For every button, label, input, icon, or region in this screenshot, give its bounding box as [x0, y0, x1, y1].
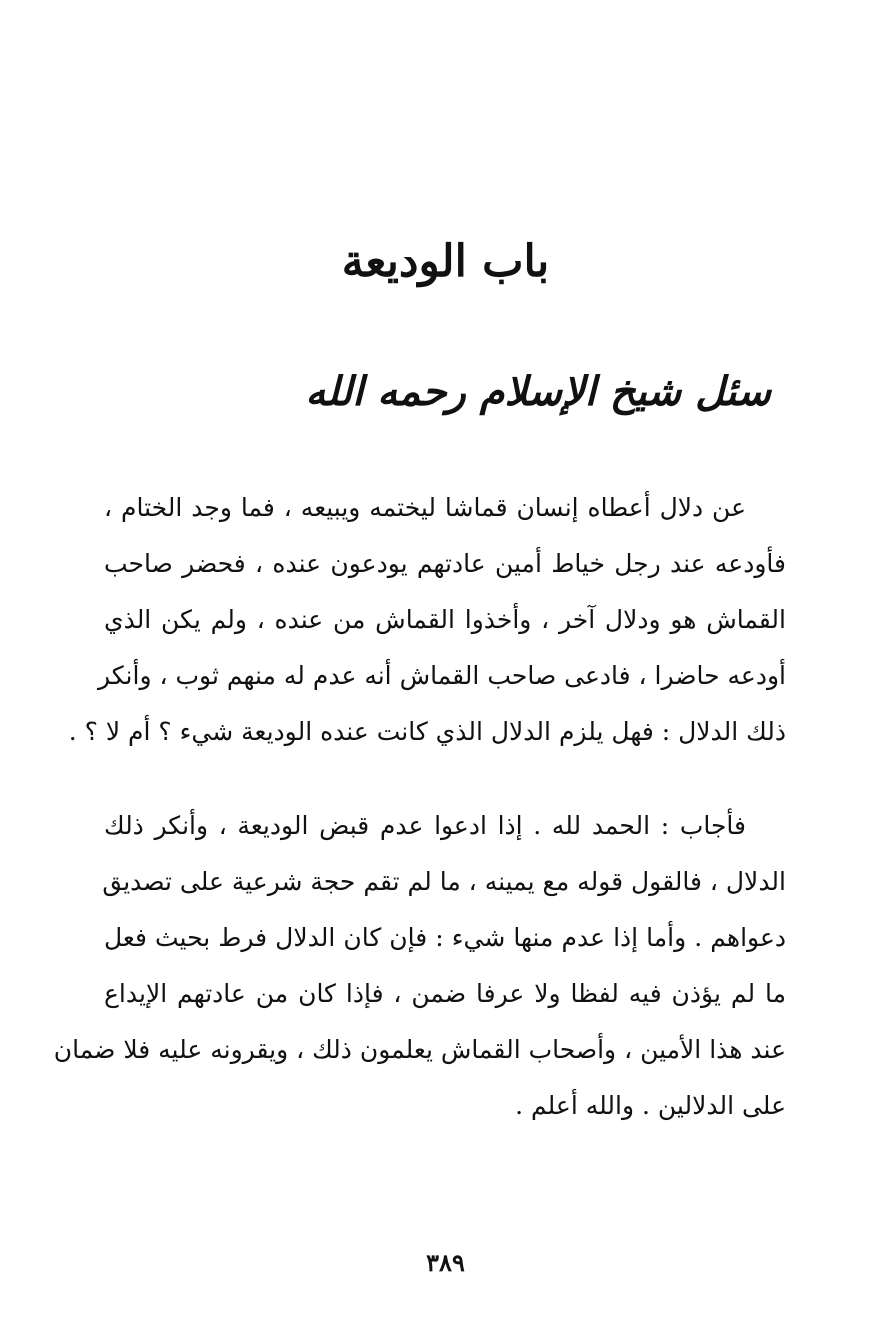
question-line: عن دلال أعطاه إنسان قماشا ليختمه ويبيعه ، فما وجد الختام ، — [104, 493, 746, 522]
answer-line: الدلال ، فالقول قوله مع يمينه ، ما لم تقم حجة شرعية على تصديق — [102, 867, 786, 896]
chapter-title: باب الوديعة — [341, 236, 550, 287]
answer-paragraph — [53, 798, 786, 1134]
answer-line: على الدلالين . والله أعلم . — [515, 1091, 786, 1120]
answer-line: ما لم يؤذن فيه لفظا ولا عرفا ضمن ، فإذا كان من عادتهم الإيداع — [104, 979, 786, 1008]
question-line: ذلك الدلال : فهل يلزم الدلال الذي كانت عنده الوديعة شيء ؟ أم لا ؟ . — [68, 717, 786, 746]
question-line: أودعه حاضرا ، فادعى صاحب القماش أنه عدم له منهم ثوب ، وأنكر — [97, 661, 786, 690]
question-paragraph — [68, 480, 786, 760]
question-line: فأودعه عند رجل خياط أمين عادتهم يودعون عنده ، فحضر صاحب — [104, 549, 786, 578]
answer-line: عند هذا الأمين ، وأصحاب القماش يعلمون ذلك ، ويقرونه عليه فلا ضمان — [53, 1035, 786, 1064]
question-line: القماش هو ودلال آخر ، وأخذوا القماش من عنده ، ولم يكن الذي — [104, 605, 786, 634]
answer-line: فأجاب : الحمد لله . إذا ادعوا عدم قبض الوديعة ، وأنكر ذلك — [104, 811, 746, 840]
answer-line: دعواهم . وأما إذا عدم منها شيء : فإن كان الدلال فرط بحيث فعل — [104, 923, 786, 952]
page-number: ٣٨٩ — [426, 1248, 465, 1277]
section-heading: سئل شيخ الإسلام رحمه الله — [305, 368, 771, 415]
